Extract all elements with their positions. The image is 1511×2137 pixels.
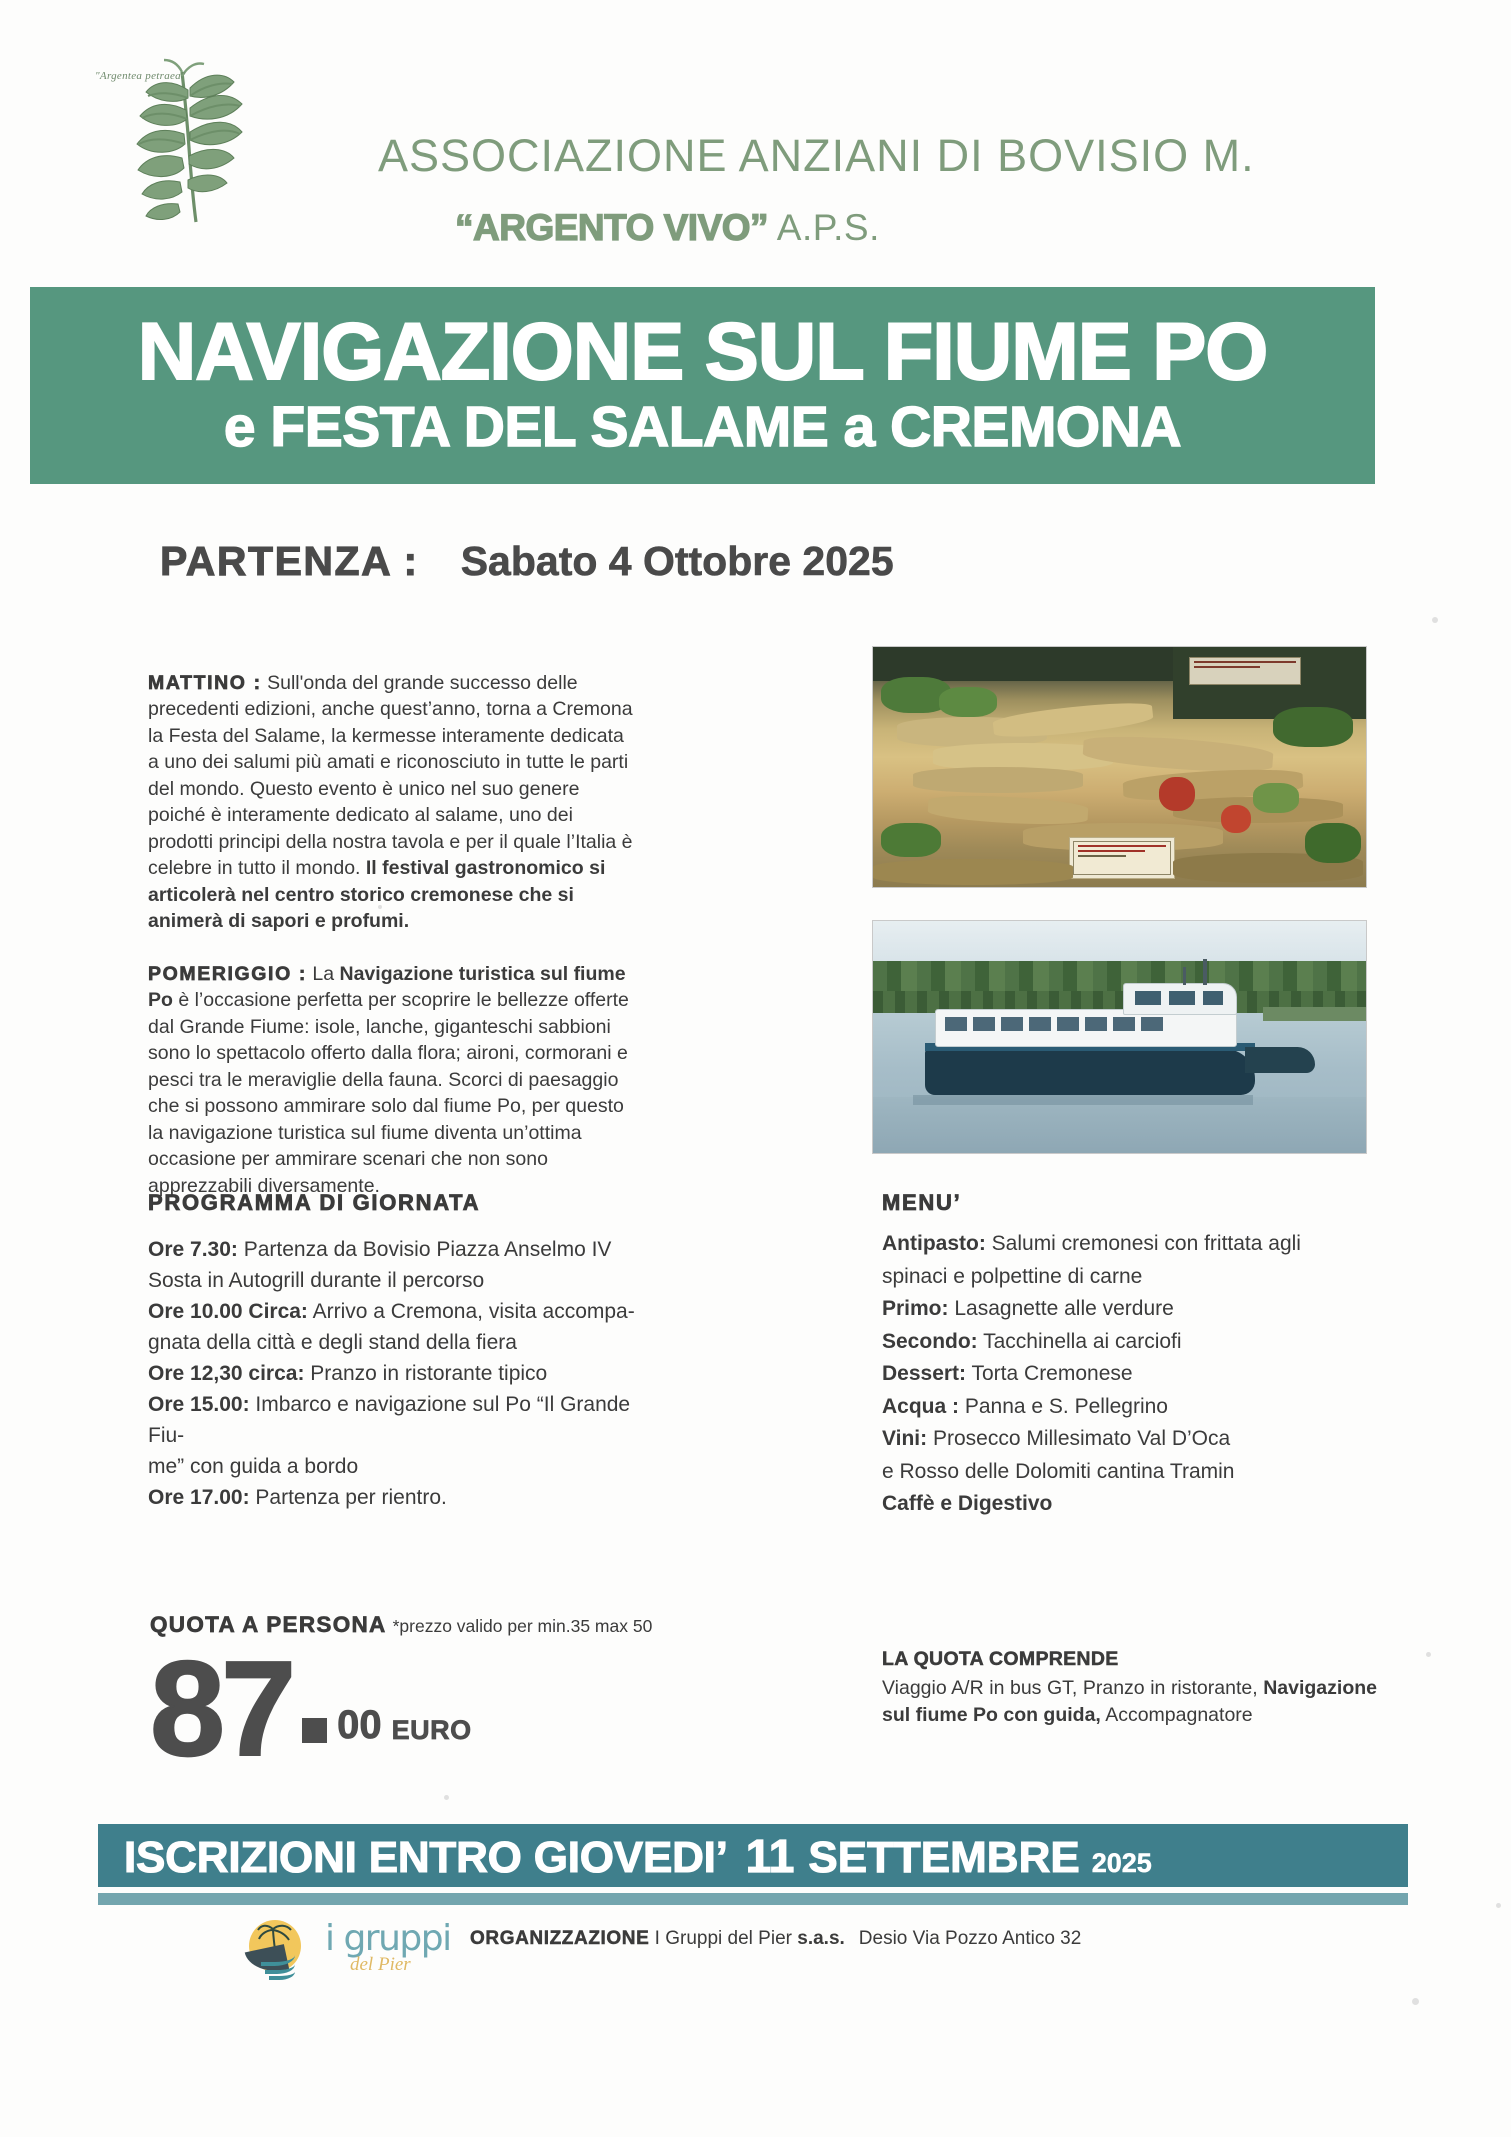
gruppi-logo-subtitle: del Pier (350, 1954, 411, 1975)
deadline-main: ISCRIZIONI ENTRO GIOVEDI’ (124, 1832, 728, 1882)
menu-item-label: Vini: (882, 1427, 928, 1450)
gruppi-del-pier-logo-icon (243, 1918, 315, 1976)
included-section (882, 1648, 1377, 1729)
deadline-text (124, 1829, 1152, 1883)
menu-item (882, 1293, 1392, 1326)
mattino-body-normal: Sull'onda del grande successo delle precedenti edizioni, anche quest’anno, torna a Cremona la Festa del Salame, la kermesse interamente dedicata a uno dei salumi più amati e riconosciuto in tutte le parti del mondo. Questo evento è unico nel suo genere poiché è interamente dedicato al salame, uno dei prodotti principi della nostra tavola e per il quale l’Italia è celebre in tutto il mondo. (148, 671, 633, 879)
programma-item (148, 1482, 668, 1513)
included-text-after: Accompagnatore (1100, 1704, 1253, 1726)
programma-item-time: Ore 15.00: (148, 1393, 250, 1416)
menu-item-text: Panna e S. Pellegrino (959, 1394, 1168, 1418)
programma-item-text: Partenza da Bovisio Piazza Anselmo IV (237, 1238, 612, 1261)
programma-item (148, 1451, 668, 1482)
programma-item-text: Partenza per rientro. (249, 1486, 447, 1509)
menu-item-label: Dessert: (882, 1362, 967, 1385)
poster-header (0, 22, 1511, 248)
scan-speckle (378, 905, 382, 909)
poster-footer (0, 1910, 1511, 2000)
menu-item-text: Prosecco Millesimato Val D’Oca (927, 1427, 1231, 1450)
pomeriggio-kicker: POMERIGGIO : (148, 962, 307, 985)
menu-item-label: Primo: (882, 1297, 949, 1320)
association-suffix: A.P.S. (768, 207, 880, 248)
pomeriggio-lead-normal: La (306, 962, 340, 985)
menu-item (882, 1488, 1392, 1521)
menu-item (882, 1423, 1392, 1456)
departure-date: Sabato 4 Ottobre 2025 (460, 538, 894, 584)
banner-title-line2: e FESTA DEL SALAME a CREMONA (223, 395, 1182, 460)
price-separator-square (302, 1718, 327, 1743)
programma-item (148, 1234, 668, 1265)
menu-item (882, 1358, 1392, 1391)
deadline-year: 2025 (1091, 1847, 1152, 1878)
programma-item (148, 1389, 668, 1451)
price-cents: 00 (337, 1702, 382, 1747)
programma-item (148, 1265, 668, 1296)
scan-speckle (444, 1795, 449, 1800)
programma-item-text: Arrivo a Cremona, visita accompa- (307, 1300, 635, 1323)
logo-caption: "Argentea petraea" (95, 70, 186, 82)
pomeriggio-body: è l’occasione perfetta per scoprire le bellezze offerte dal Grande Fiume: isole, lanche, giganteschi sabbioni sono lo spettacolo offerto dalla flora; aironi, cormorani e pesci tra le meraviglie della fauna. Scorci di paesaggio che si possono ammirare solo dal fiume Po, per questo la navigazione turistica sul fiume diventa un’ottima occasione per ammirare scenari che non sono apprezzabili diversamente. (148, 989, 629, 1197)
deadline-day: 11 (745, 1829, 795, 1882)
included-body (882, 1675, 1377, 1729)
mattino-body-bold: Il festival gastronomico si articolerà nel centro storico cremonese che si animerà di sapori e profumi. (148, 857, 606, 932)
menu-item (882, 1326, 1392, 1359)
programma-item-time: Ore 17.00: (148, 1486, 250, 1509)
price-note: *prezzo valido per min.35 max 50 (392, 1616, 653, 1636)
organizer-legal-form: s.a.s. (797, 1928, 845, 1949)
programma-item-text: Sosta in Autogrill durante il percorso (148, 1269, 485, 1292)
association-name-line2 (455, 207, 880, 249)
scan-speckle (1426, 1652, 1431, 1657)
mattino-paragraph (148, 670, 640, 935)
wave-arc-3 (269, 1966, 295, 1980)
menu-item-label: Caffè e Digestivo (882, 1492, 1053, 1515)
menu-section (882, 1190, 1392, 1521)
deadline-banner-underline (98, 1893, 1408, 1905)
association-nickname: “ARGENTO VIVO” (455, 207, 769, 248)
menu-item (882, 1261, 1392, 1294)
menu-item-text: Tacchinella ai carciofi (977, 1329, 1182, 1353)
mattino-kicker: MATTINO : (148, 671, 262, 694)
menu-item (882, 1228, 1392, 1261)
salame-market-photo (872, 646, 1367, 888)
organizer-address: Desio Via Pozzo Antico 32 (858, 1928, 1082, 1949)
programma-item-text: me” con guida a bordo (148, 1455, 359, 1478)
scan-speckle (1412, 1998, 1419, 2005)
programma-heading: PROGRAMMA DI GIORNATA (148, 1190, 481, 1215)
menu-item (882, 1391, 1392, 1424)
price-section (150, 1612, 770, 1784)
description-column (148, 650, 640, 1199)
programma-section (148, 1190, 668, 1513)
main-title-banner (30, 287, 1375, 484)
programma-item (148, 1296, 668, 1327)
menu-item-label: Antipasto: (882, 1232, 986, 1255)
programma-item-time: Ore 12,30 circa: (148, 1362, 305, 1385)
organizer-label: ORGANIZZAZIONE (470, 1928, 650, 1949)
organizer-name: I Gruppi del Pier (654, 1928, 792, 1949)
price-whole: 87 (150, 1633, 293, 1784)
programma-item-text: Imbarco e navigazione sul Po “Il Grande Fiu- (148, 1393, 631, 1447)
departure-label: PARTENZA : (160, 538, 419, 584)
price-row (150, 1633, 770, 1784)
association-name-line1: ASSOCIAZIONE ANZIANI DI BOVISIO M. (378, 130, 1255, 181)
pomeriggio-paragraph (148, 961, 640, 1200)
price-heading: QUOTA A PERSONA (150, 1612, 387, 1637)
banner-title-line1: NAVIGAZIONE SUL FIUME PO (137, 306, 1268, 397)
menu-item-label: Acqua : (882, 1394, 960, 1418)
included-text-before: Viaggio A/R in bus GT, Pranzo in ristorante, (882, 1677, 1264, 1699)
scan-speckle (1432, 617, 1438, 623)
menu-item-text: spinaci e polpettine di carne (882, 1264, 1143, 1288)
included-heading: LA QUOTA COMPRENDE (882, 1648, 1119, 1670)
price-currency: EURO (391, 1714, 472, 1745)
programma-item (148, 1327, 668, 1358)
programma-item-time: Ore 10.00 Circa: (148, 1300, 308, 1323)
deadline-month: SETTEMBRE (808, 1832, 1080, 1882)
programma-item-text: gnata della città e degli stand della fiera (148, 1331, 517, 1354)
organizer-line (470, 1928, 1081, 1950)
po-river-boat-photo (872, 920, 1367, 1154)
programma-item-time: Ore 7.30: (148, 1238, 238, 1261)
menu-item-text: Torta Cremonese (966, 1362, 1133, 1385)
menu-heading: MENU’ (882, 1190, 962, 1215)
departure-line (160, 538, 894, 585)
menu-item (882, 1456, 1392, 1489)
included-text-bold: Navigazione sul fiume Po con guida, (882, 1677, 1377, 1726)
deadline-banner (98, 1824, 1408, 1887)
menu-item-text: e Rosso delle Dolomiti cantina Tramin (882, 1459, 1235, 1483)
scan-speckle (1496, 1903, 1501, 1908)
programma-item-text: Pranzo in ristorante tipico (304, 1362, 548, 1385)
pomeriggio-lead-bold: Navigazione turistica sul fiume Po (148, 962, 626, 1011)
gruppi-logo-wordmark: i gruppi (325, 1918, 451, 1959)
menu-item-label: Secondo: (882, 1329, 978, 1353)
menu-item-text: Salumi cremonesi con frittata agli (985, 1232, 1301, 1255)
programma-item (148, 1358, 668, 1389)
menu-item-text: Lasagnette alle verdure (948, 1297, 1174, 1320)
